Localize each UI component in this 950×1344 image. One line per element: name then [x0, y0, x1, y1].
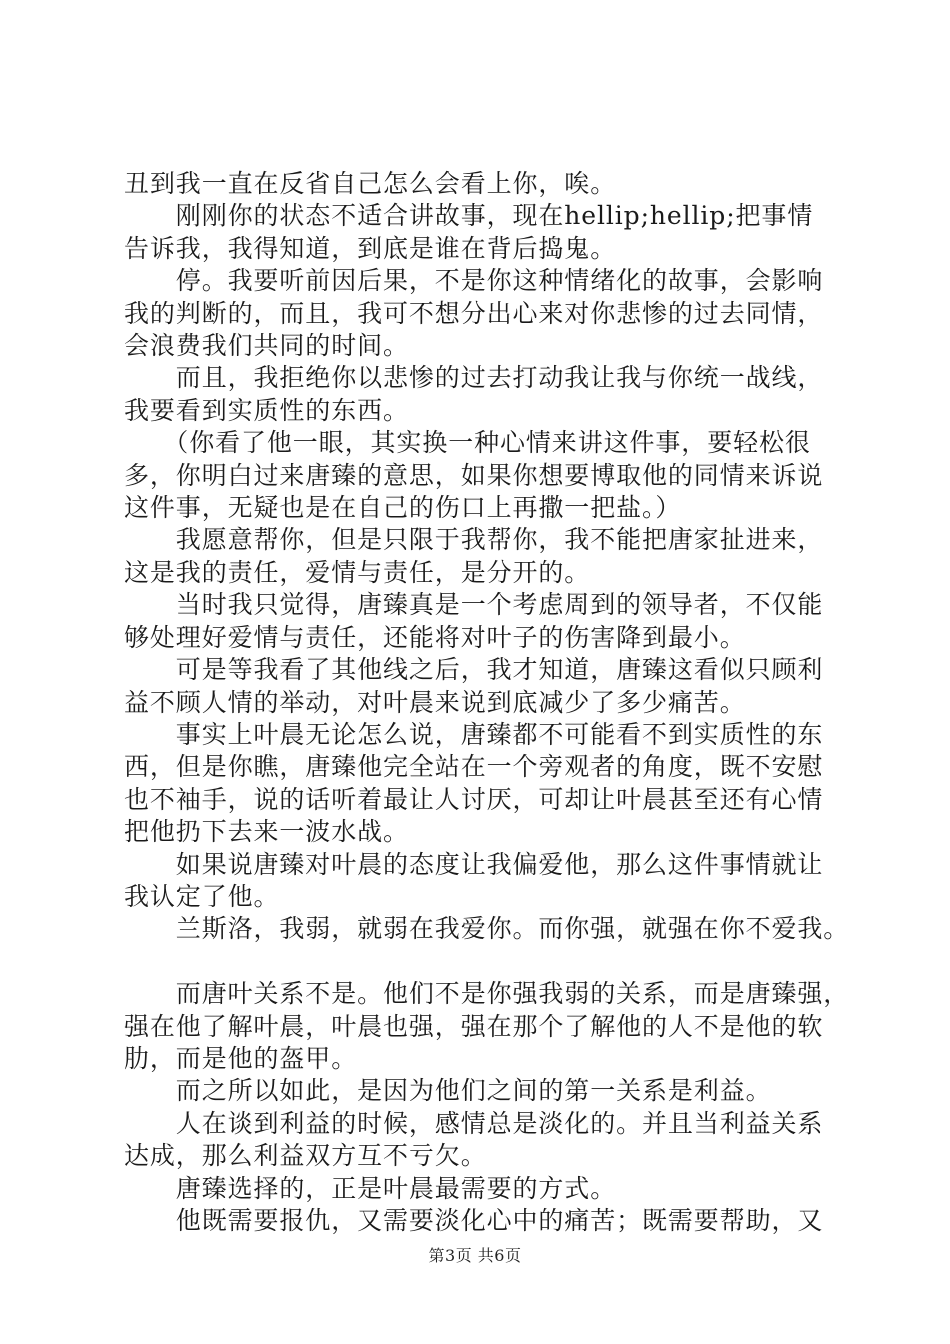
text-line: 我认定了他。	[124, 881, 280, 911]
text-line: 肋，而是他的盔甲。	[124, 1043, 358, 1073]
text-line: （你看了他一眼，其实换一种心情来讲这件事，要轻松很	[124, 428, 811, 458]
text-line: 人在谈到利益的时候，感情总是淡化的。并且当利益关系	[124, 1108, 824, 1138]
text-line: 事实上叶晨无论怎么说，唐臻都不可能看不到实质性的东	[124, 719, 824, 749]
text-line: 我要看到实质性的东西。	[124, 395, 409, 425]
text-line: 他既需要报仇，又需要淡化心中的痛苦；既需要帮助，又	[124, 1205, 824, 1235]
text-line: 唐臻选择的，正是叶晨最需要的方式。	[124, 1173, 617, 1203]
text-line: 而之所以如此，是因为他们之间的第一关系是利益。	[124, 1076, 772, 1106]
text-line: 兰斯洛，我弱，就弱在我爱你。而你强，就强在你不爱我。	[124, 914, 850, 944]
text-line: 也不袖手，说的话听着最让人讨厌，可却让叶晨甚至还有心情	[124, 784, 824, 814]
page-footer: 第3页 共6页	[428, 1246, 522, 1265]
text-line	[124, 946, 854, 978]
document-body	[124, 168, 854, 1237]
text-line: 够处理好爱情与责任，还能将对叶子的伤害降到最小。	[124, 622, 746, 652]
text-line: 益不顾人情的举动，对叶晨来说到底减少了多少痛苦。	[124, 687, 746, 717]
text-line: 而且，我拒绝你以悲惨的过去打动我让我与你统一战线，	[124, 363, 824, 393]
text-line: 停。我要听前因后果，不是你这种情绪化的故事，会影响	[124, 266, 824, 296]
text-line: 会浪费我们共同的时间。	[124, 331, 409, 361]
text-line: 而唐叶关系不是。他们不是你强我弱的关系，而是唐臻强，	[124, 979, 850, 1009]
text-line: 如果说唐臻对叶晨的态度让我偏爱他，那么这件事情就让	[124, 849, 824, 879]
text-line: 多，你明白过来唐臻的意思，如果你想要博取他的同情来诉说	[124, 460, 824, 490]
text-line: 这件事，无疑也是在自己的伤口上再撒一把盐。）	[124, 493, 682, 523]
text-line: 把他扔下去来一波水战。	[124, 817, 409, 847]
text-line: 达成，那么利益双方互不亏欠。	[124, 1141, 487, 1171]
text-line: 可是等我看了其他线之后，我才知道，唐臻这看似只顾利	[124, 655, 824, 685]
text-line: 这是我的责任，爱情与责任，是分开的。	[124, 557, 591, 587]
text-line: 告诉我，我得知道，到底是谁在背后捣鬼。	[124, 233, 617, 263]
text-line: 我的判断的，而且，我可不想分出心来对你悲惨的过去同情，	[124, 298, 824, 328]
text-line: 当时我只觉得，唐臻真是一个考虑周到的领导者，不仅能	[124, 590, 824, 620]
text-line: 刚刚你的状态不适合讲故事，现在hellip;hellip;把事情	[124, 201, 814, 231]
text-line: 强在他了解叶晨，叶晨也强，强在那个了解他的人不是他的软	[124, 1011, 824, 1041]
text-line: 丑到我一直在反省自己怎么会看上你，唉。	[124, 169, 617, 198]
text-line: 我愿意帮你，但是只限于我帮你，我不能把唐家扯进来，	[124, 525, 824, 555]
text-line: 西，但是你瞧，唐臻他完全站在一个旁观者的角度，既不安慰	[124, 752, 824, 782]
